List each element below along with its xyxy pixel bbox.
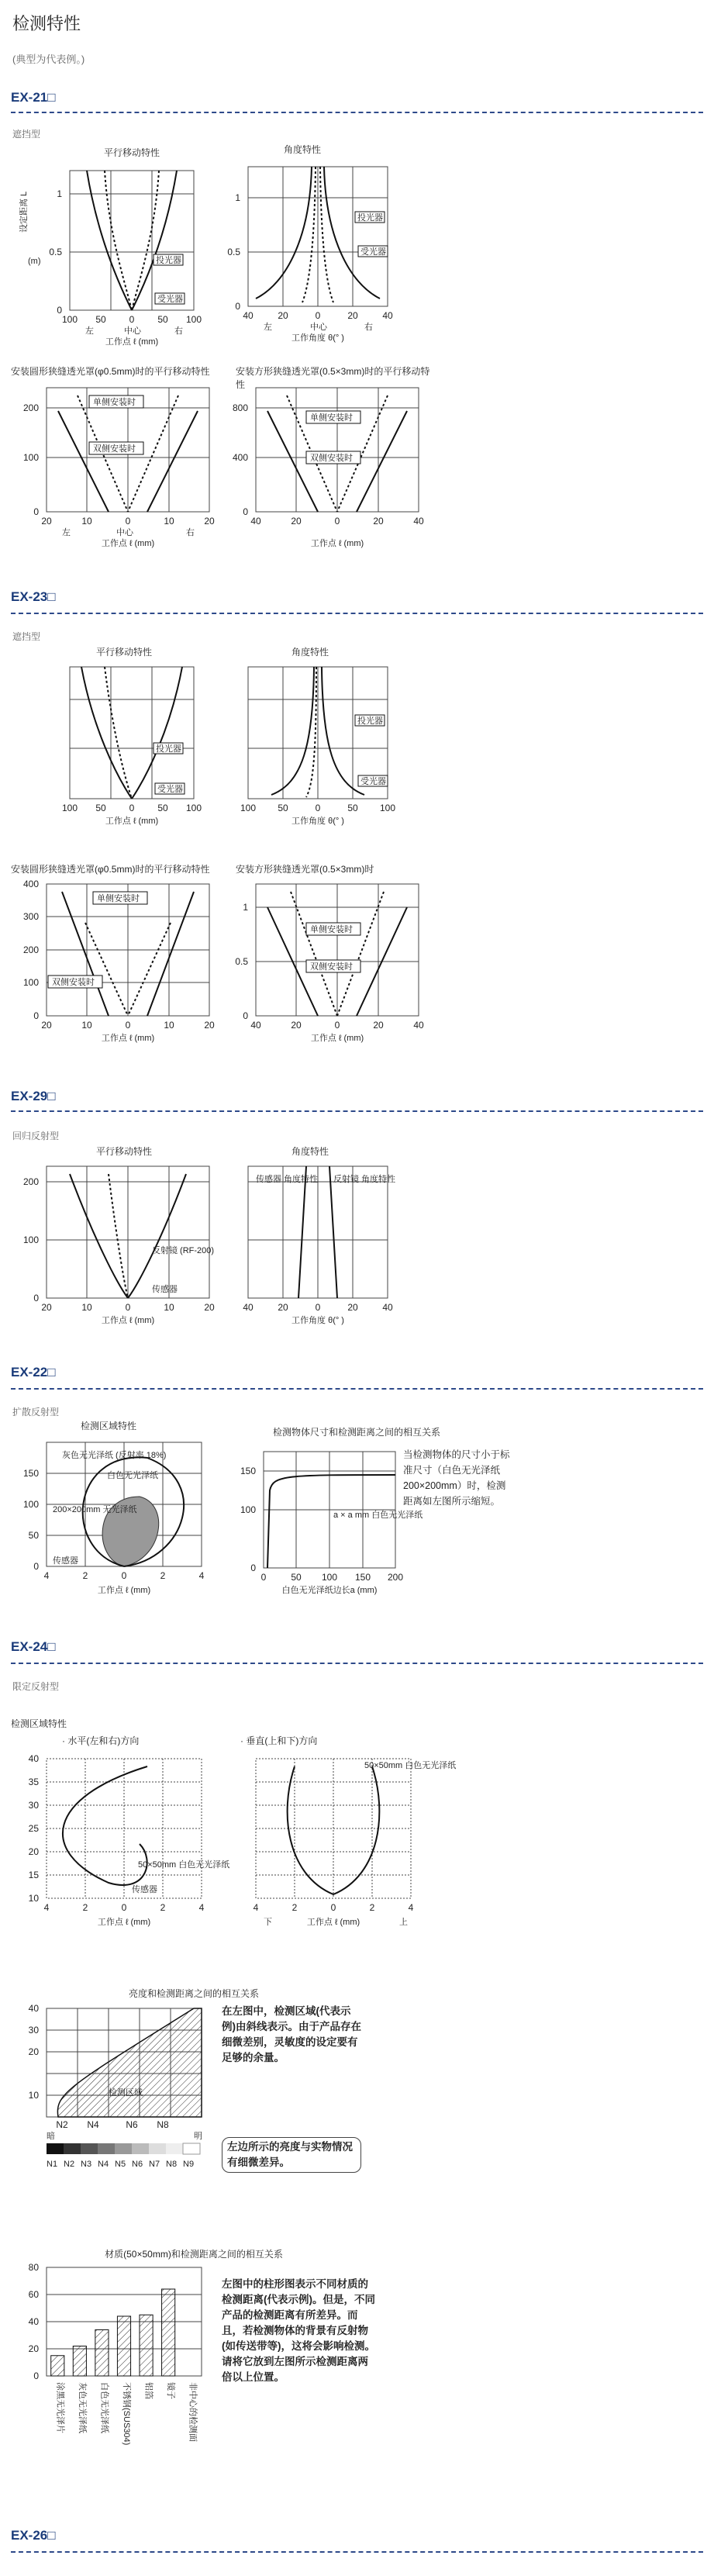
white-200-label: 200×200mm 无光泽纸 bbox=[53, 1505, 137, 1514]
svg-text:4: 4 bbox=[253, 1902, 259, 1913]
svg-text:20: 20 bbox=[28, 2343, 39, 2354]
section-type-label: 限定反射型 bbox=[12, 1681, 60, 1692]
x-axis-label: 工作点 ℓ (mm) bbox=[97, 1586, 151, 1595]
svg-text:0: 0 bbox=[33, 1293, 39, 1304]
svg-text:20: 20 bbox=[41, 1302, 52, 1313]
svg-text:40: 40 bbox=[382, 310, 393, 321]
area-chart-ex22 bbox=[16, 1435, 217, 1597]
svg-text:20: 20 bbox=[41, 516, 52, 527]
svg-text:20: 20 bbox=[204, 516, 215, 527]
svg-text:0: 0 bbox=[330, 1902, 336, 1913]
page-note: (典型为代表例。) bbox=[12, 54, 85, 65]
svg-text:2: 2 bbox=[160, 1902, 166, 1913]
scale-label: N9 bbox=[183, 2160, 195, 2169]
scale-label: N6 bbox=[132, 2160, 143, 2169]
axis-right-label: 右 bbox=[186, 528, 195, 537]
x-axis-label: 工作点 ℓ (mm) bbox=[310, 1034, 364, 1043]
svg-text:N2: N2 bbox=[56, 2119, 68, 2130]
svg-text:40: 40 bbox=[243, 310, 254, 321]
chart-caption: 检测物体尺寸和检测距离之间的相互关系 bbox=[272, 1427, 440, 1438]
material-chart-ex24 bbox=[16, 2260, 217, 2446]
chart-caption: 安装圆形狭缝透光罩(φ0.5mm)时的平行移动特性 bbox=[11, 864, 210, 875]
axis-down-label: 下 bbox=[264, 1918, 272, 1927]
chart-note: 左图中的柱形图表示不同材质的检测距离(代表示例)。但是，不同产品的检测距离有所差异。而且，若检测物体的背景有反射物(如传送带等)，这将会影响检测。请将它放到左图所示检测距离两倍以上位置。 bbox=[222, 2278, 375, 2383]
axis-center-label: 中心 bbox=[116, 528, 133, 537]
x-axis-label: 工作点 ℓ (mm) bbox=[310, 539, 364, 548]
reflector-label: 反射镜 (RF-200) bbox=[152, 1246, 215, 1255]
x-axis-label: 工作点 ℓ (mm) bbox=[105, 337, 159, 347]
axis-right-label: 右 bbox=[364, 323, 373, 332]
svg-text:40: 40 bbox=[28, 2003, 39, 2014]
svg-text:0: 0 bbox=[334, 1020, 340, 1031]
chart-caption: 平行移动特性 bbox=[103, 147, 160, 158]
svg-text:4: 4 bbox=[43, 1902, 50, 1913]
single-side-label: 单侧安装时 bbox=[310, 413, 353, 423]
section-heading-ex26: EX-26□ bbox=[11, 2528, 56, 2543]
svg-text:80: 80 bbox=[28, 2262, 39, 2273]
axis-left-label: 左 bbox=[62, 528, 71, 537]
chart-caption: 检测区域特性 bbox=[11, 1718, 67, 1729]
svg-text:10: 10 bbox=[81, 1302, 92, 1313]
parallel-chart-ex23 bbox=[16, 659, 217, 830]
slit-round-chart-ex21 bbox=[16, 380, 217, 551]
svg-text:100: 100 bbox=[22, 452, 39, 463]
svg-text:0: 0 bbox=[315, 310, 321, 321]
svg-text:0: 0 bbox=[33, 1010, 39, 1021]
material-label: 镜子 bbox=[166, 2382, 176, 2399]
svg-text:400: 400 bbox=[232, 452, 248, 463]
svg-text:100: 100 bbox=[61, 803, 78, 813]
svg-text:0.5: 0.5 bbox=[235, 956, 248, 967]
section-heading-ex21: EX-21□ bbox=[11, 90, 56, 105]
svg-text:40: 40 bbox=[382, 1302, 393, 1313]
axis-left-label: 左 bbox=[85, 326, 94, 336]
angle-chart-ex21 bbox=[225, 159, 426, 345]
chart-caption: 角度特性 bbox=[283, 144, 321, 155]
bright-label: 明 bbox=[194, 2132, 202, 2141]
svg-text:4: 4 bbox=[198, 1570, 205, 1581]
svg-text:10: 10 bbox=[164, 1302, 174, 1313]
svg-text:50: 50 bbox=[278, 803, 288, 813]
svg-text:40: 40 bbox=[413, 1020, 424, 1031]
svg-text:40: 40 bbox=[250, 516, 261, 527]
svg-text:100: 100 bbox=[185, 803, 202, 813]
horizontal-chart-ex24 bbox=[16, 1751, 230, 1929]
svg-text:0: 0 bbox=[33, 1561, 39, 1572]
chart-caption: 亮度和检测距离之间的相互关系 bbox=[128, 1988, 259, 1999]
brightness-chart-ex24 bbox=[16, 2001, 217, 2179]
svg-text:0: 0 bbox=[125, 1302, 131, 1313]
x-axis-label: 工作角度 θ(° ) bbox=[291, 333, 344, 343]
receiver-label: 受光器 bbox=[157, 295, 183, 304]
svg-text:0: 0 bbox=[121, 1570, 127, 1581]
svg-text:50: 50 bbox=[95, 803, 106, 813]
svg-text:40: 40 bbox=[243, 1302, 254, 1313]
svg-text:2: 2 bbox=[82, 1570, 88, 1581]
svg-text:20: 20 bbox=[41, 1020, 52, 1031]
svg-text:20: 20 bbox=[28, 2046, 39, 2057]
material-label: 涂黑无光泽片 bbox=[55, 2382, 65, 2433]
reflector-angle-label: 反射镜 角度特性 bbox=[333, 1175, 396, 1184]
x-axis-label: 工作点 ℓ (mm) bbox=[101, 539, 155, 548]
scale-label: N7 bbox=[149, 2160, 160, 2169]
svg-text:100: 100 bbox=[22, 1499, 39, 1510]
svg-text:200: 200 bbox=[387, 1572, 404, 1583]
receiver-label: 受光器 bbox=[360, 247, 386, 257]
svg-text:30: 30 bbox=[28, 1800, 39, 1811]
section-heading-ex29: EX-29□ bbox=[11, 1089, 56, 1103]
sensor-label: 传感器 bbox=[53, 1556, 78, 1566]
chart-caption: 材质(50×50mm)和检测距离之间的相互关系 bbox=[105, 2249, 283, 2260]
double-side-label: 双侧安装时 bbox=[93, 444, 136, 454]
double-side-label: 双侧安装时 bbox=[310, 454, 353, 463]
scale-label: N1 bbox=[47, 2160, 58, 2169]
svg-text:2: 2 bbox=[369, 1902, 375, 1913]
scale-label: N5 bbox=[115, 2160, 126, 2169]
material-bar bbox=[51, 2356, 64, 2376]
scale-label: N3 bbox=[81, 2160, 92, 2169]
svg-text:0: 0 bbox=[260, 1572, 267, 1583]
parallel-chart-ex21 bbox=[16, 163, 217, 349]
svg-text:4: 4 bbox=[408, 1902, 414, 1913]
chart-caption: 检测区域特性 bbox=[80, 1421, 136, 1431]
svg-text:100: 100 bbox=[185, 314, 202, 325]
svg-text:150: 150 bbox=[354, 1572, 371, 1583]
page-title: 检测特性 bbox=[12, 14, 81, 33]
scale-label: N4 bbox=[98, 2160, 109, 2169]
svg-text:1: 1 bbox=[235, 192, 240, 203]
chart-caption: 安装圆形狭缝透光罩(φ0.5mm)时的平行移动特性 bbox=[11, 366, 210, 377]
svg-text:30: 30 bbox=[28, 2025, 39, 2036]
svg-text:20: 20 bbox=[291, 1020, 302, 1031]
x-axis-label: 工作点 ℓ (mm) bbox=[101, 1316, 155, 1325]
svg-text:100: 100 bbox=[22, 977, 39, 988]
ax-paper-label: a × a mm 白色无光泽纸 bbox=[333, 1511, 423, 1520]
svg-text:20: 20 bbox=[278, 1302, 288, 1313]
section-divider bbox=[11, 2551, 703, 2553]
svg-text:10: 10 bbox=[81, 1020, 92, 1031]
svg-text:50: 50 bbox=[28, 1530, 39, 1541]
svg-text:0: 0 bbox=[334, 516, 340, 527]
angle-chart-ex29 bbox=[225, 1159, 426, 1329]
x-axis-label: 工作点 ℓ (mm) bbox=[105, 817, 159, 826]
section-divider bbox=[11, 613, 703, 614]
svg-text:800: 800 bbox=[232, 402, 248, 413]
axis-center-label: 中心 bbox=[124, 326, 141, 336]
vertical-chart-ex24 bbox=[225, 1751, 457, 1929]
double-side-label: 双侧安装时 bbox=[52, 978, 95, 987]
scale-label: N8 bbox=[166, 2160, 178, 2169]
brightness-scale bbox=[47, 2143, 200, 2154]
x-axis-label: 工作点 ℓ (mm) bbox=[97, 1918, 151, 1927]
x-axis-label: 工作点 ℓ (mm) bbox=[306, 1918, 360, 1927]
svg-text:50: 50 bbox=[95, 314, 106, 325]
svg-text:20: 20 bbox=[373, 1020, 384, 1031]
section-divider bbox=[11, 1388, 703, 1390]
material-label: 白色无光泽纸 bbox=[99, 2382, 109, 2433]
svg-text:0: 0 bbox=[315, 1302, 321, 1313]
svg-text:0: 0 bbox=[121, 1902, 127, 1913]
svg-text:0: 0 bbox=[235, 301, 240, 312]
svg-text:0: 0 bbox=[243, 506, 248, 517]
material-label: 铝箔 bbox=[143, 2382, 153, 2399]
svg-text:150: 150 bbox=[22, 1468, 39, 1479]
svg-text:40: 40 bbox=[413, 516, 424, 527]
chart-note: 左边所示的亮度与实物情况有细微差异。 bbox=[222, 2137, 361, 2173]
x-axis-label: 白色无光泽纸边长a (mm) bbox=[281, 1586, 378, 1595]
gray-paper-label: 灰色无光泽纸 (反射率 18%) bbox=[62, 1451, 167, 1460]
material-bar bbox=[95, 2330, 109, 2377]
svg-text:2: 2 bbox=[291, 1902, 298, 1913]
single-side-label: 单侧安装时 bbox=[93, 398, 136, 407]
svg-text:50: 50 bbox=[347, 803, 358, 813]
svg-text:0: 0 bbox=[129, 803, 135, 813]
svg-text:150: 150 bbox=[240, 1466, 256, 1476]
material-label: 非中心的检测面 bbox=[188, 2382, 198, 2442]
section-divider bbox=[11, 112, 703, 113]
svg-text:0: 0 bbox=[125, 1020, 131, 1031]
material-bar bbox=[73, 2346, 86, 2377]
svg-text:40: 40 bbox=[28, 1753, 39, 1764]
svg-text:100: 100 bbox=[61, 314, 78, 325]
x-axis-label: 工作点 ℓ (mm) bbox=[101, 1034, 155, 1043]
section-divider bbox=[11, 1110, 703, 1112]
svg-text:100: 100 bbox=[379, 803, 396, 813]
svg-text:20: 20 bbox=[347, 310, 358, 321]
svg-text:100: 100 bbox=[240, 803, 257, 813]
svg-text:0.5: 0.5 bbox=[49, 247, 62, 257]
svg-text:10: 10 bbox=[81, 516, 92, 527]
svg-text:40: 40 bbox=[28, 2316, 39, 2327]
emitter-label: 投光器 bbox=[357, 717, 383, 726]
svg-text:50: 50 bbox=[157, 314, 168, 325]
svg-text:10: 10 bbox=[164, 516, 174, 527]
svg-text:2: 2 bbox=[82, 1902, 88, 1913]
slit-rect-chart-ex21 bbox=[225, 380, 426, 551]
svg-text:0.5: 0.5 bbox=[227, 247, 240, 257]
svg-text:50: 50 bbox=[291, 1572, 302, 1583]
size-chart-ex22 bbox=[233, 1444, 423, 1599]
svg-text:20: 20 bbox=[278, 310, 288, 321]
svg-text:200: 200 bbox=[22, 1176, 39, 1187]
chart-caption: · 水平(左和右)方向 bbox=[62, 1735, 140, 1746]
receiver-label: 受光器 bbox=[360, 777, 386, 786]
single-side-label: 单侧安装时 bbox=[310, 925, 353, 934]
sensor-label: 传感器 bbox=[152, 1285, 178, 1294]
section-type-label: 回归反射型 bbox=[12, 1131, 60, 1141]
material-label: 不锈钢(SUS304) bbox=[122, 2382, 131, 2446]
svg-text:10: 10 bbox=[164, 1020, 174, 1031]
svg-text:400: 400 bbox=[22, 879, 39, 889]
svg-text:4: 4 bbox=[198, 1902, 205, 1913]
svg-text:20: 20 bbox=[373, 516, 384, 527]
svg-text:100: 100 bbox=[22, 1234, 39, 1245]
white-paper-label: 白色无光泽纸 bbox=[107, 1471, 158, 1480]
parallel-chart-ex29 bbox=[16, 1159, 217, 1329]
chart-caption: · 垂直(上和下)方向 bbox=[240, 1735, 318, 1746]
svg-text:N6: N6 bbox=[126, 2119, 138, 2130]
svg-text:0: 0 bbox=[33, 506, 39, 517]
x-axis-label: 工作角度 θ(° ) bbox=[291, 1316, 344, 1325]
svg-text:200: 200 bbox=[22, 402, 39, 413]
emitter-label: 投光器 bbox=[156, 256, 181, 265]
svg-text:50: 50 bbox=[157, 803, 168, 813]
svg-text:1: 1 bbox=[57, 188, 62, 199]
paper-50-label: 50×50mm 白色无光泽纸 bbox=[138, 1860, 230, 1870]
x-axis-label: 工作角度 θ(° ) bbox=[291, 817, 344, 826]
svg-text:0: 0 bbox=[129, 314, 135, 325]
svg-text:N8: N8 bbox=[157, 2119, 169, 2130]
svg-text:35: 35 bbox=[28, 1777, 39, 1787]
svg-text:0: 0 bbox=[125, 516, 131, 527]
slit-rect-chart-ex23 bbox=[225, 876, 426, 1047]
svg-text:100: 100 bbox=[321, 1572, 338, 1583]
axis-up-label: 上 bbox=[399, 1918, 408, 1927]
svg-text:0: 0 bbox=[315, 803, 321, 813]
angle-chart-ex23 bbox=[225, 659, 426, 830]
section-heading-ex23: EX-23□ bbox=[11, 589, 56, 604]
axis-left-label: 左 bbox=[264, 323, 272, 332]
svg-text:4: 4 bbox=[43, 1570, 50, 1581]
svg-text:200: 200 bbox=[22, 944, 39, 955]
svg-text:20: 20 bbox=[28, 1846, 39, 1857]
paper-50-label: 50×50mm 白色无光泽纸 bbox=[364, 1761, 457, 1770]
chart-caption: 角度特性 bbox=[291, 647, 329, 658]
svg-text:20: 20 bbox=[347, 1302, 358, 1313]
double-side-label: 双侧安装时 bbox=[310, 962, 353, 972]
emitter-label: 投光器 bbox=[357, 213, 383, 223]
chart-caption: 角度特性 bbox=[291, 1146, 329, 1157]
section-type-label: 遮挡型 bbox=[12, 129, 41, 140]
section-divider bbox=[11, 1663, 703, 1664]
material-bar bbox=[162, 2289, 175, 2376]
section-heading-ex22: EX-22□ bbox=[11, 1365, 56, 1380]
receiver-label: 受光器 bbox=[157, 785, 183, 794]
svg-text:2: 2 bbox=[160, 1570, 166, 1581]
axis-center-label: 中心 bbox=[310, 323, 327, 332]
chart-note: 在左图中，检测区域(代表示例)由斜线表示。由于产品存在细微差别，灵敏度的设定要有足够的余量。 bbox=[222, 2005, 361, 2063]
sensor-label: 传感器 bbox=[132, 1885, 157, 1894]
svg-text:300: 300 bbox=[22, 911, 39, 922]
svg-text:20: 20 bbox=[204, 1020, 215, 1031]
svg-text:0: 0 bbox=[243, 1010, 248, 1021]
section-type-label: 扩散反射型 bbox=[12, 1407, 60, 1417]
section-heading-ex24: EX-24□ bbox=[11, 1639, 56, 1654]
single-side-label: 单侧安装时 bbox=[97, 894, 140, 903]
section-type-label: 遮挡型 bbox=[12, 631, 41, 642]
svg-text:0: 0 bbox=[250, 1563, 256, 1573]
sensor-angle-label: 传感器 角度特性 bbox=[256, 1175, 319, 1184]
svg-text:10: 10 bbox=[28, 2090, 39, 2101]
material-bar bbox=[140, 2315, 153, 2376]
svg-text:1: 1 bbox=[243, 902, 248, 913]
area-label: 检测区域 bbox=[109, 2088, 143, 2098]
svg-text:N4: N4 bbox=[87, 2119, 99, 2130]
emitter-label: 投光器 bbox=[156, 744, 181, 754]
svg-text:25: 25 bbox=[28, 1823, 39, 1834]
svg-text:0: 0 bbox=[33, 2371, 39, 2381]
svg-text:0: 0 bbox=[57, 305, 62, 316]
chart-caption: 安装方形狭缝透光罩(0.5×3mm)时的平行移动特性 bbox=[236, 366, 430, 390]
material-label: 灰色无光泽纸 bbox=[77, 2382, 87, 2433]
y-axis-unit: (m) bbox=[28, 257, 41, 266]
scale-label: N2 bbox=[64, 2160, 75, 2169]
chart-caption: 平行移动特性 bbox=[95, 647, 152, 658]
svg-text:60: 60 bbox=[28, 2289, 39, 2300]
svg-text:20: 20 bbox=[291, 516, 302, 527]
material-bar bbox=[117, 2316, 130, 2376]
svg-text:20: 20 bbox=[204, 1302, 215, 1313]
chart-caption: 平行移动特性 bbox=[95, 1146, 152, 1157]
y-axis-label: 设定距离 L bbox=[19, 191, 29, 233]
axis-right-label: 右 bbox=[174, 326, 183, 336]
slit-round-chart-ex23 bbox=[16, 876, 217, 1047]
svg-text:10: 10 bbox=[28, 1893, 39, 1904]
svg-text:15: 15 bbox=[28, 1870, 39, 1880]
chart-caption: 安装方形狭缝透光罩(0.5×3mm)时 bbox=[236, 864, 374, 875]
svg-text:40: 40 bbox=[250, 1020, 261, 1031]
svg-text:100: 100 bbox=[240, 1504, 256, 1515]
chart-note: 当检测物体的尺寸小于标准尺寸（白色无光泽纸200×200mm）时，检测距离如左图所示缩短。 bbox=[403, 1449, 510, 1507]
dark-label: 暗 bbox=[47, 2132, 55, 2141]
